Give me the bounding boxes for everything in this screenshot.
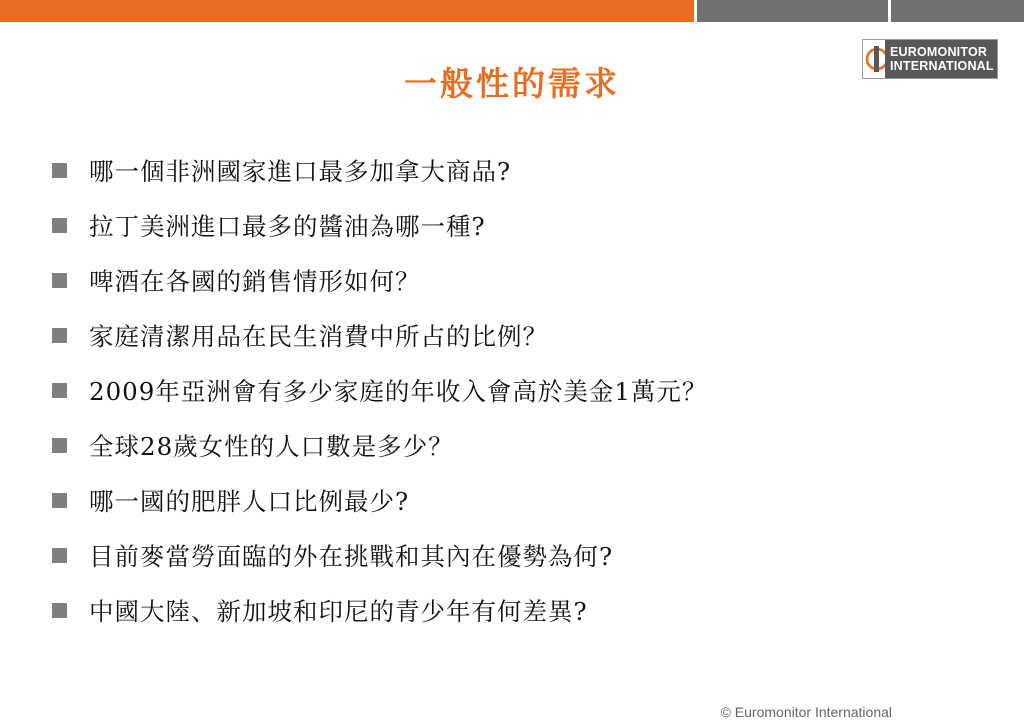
list-item-text: 全球28歲女性的人口數是多少？ [89,432,454,461]
bullet-square-icon [52,328,67,343]
bullet-square-icon [52,603,67,618]
bullet-square-icon [52,438,67,453]
list-item [52,363,707,418]
slide-title: 一般性的需求 [404,64,620,103]
list-item [52,473,707,528]
list-item [52,308,707,363]
bullet-square-icon [52,493,67,508]
bullet-square-icon [52,383,67,398]
list-item-text: 哪一個非洲國家進口最多加拿大商品? [89,157,512,186]
list-item-text: 哪一國的肥胖人口比例最少? [89,487,410,516]
list-item-text: 中國大陸、新加坡和印尼的青少年有何差異? [89,597,588,626]
top-bar-gray-segment [891,0,1024,22]
bullet-square-icon [52,548,67,563]
list-item [52,418,707,473]
list-item-text: 啤酒在各國的銷售情形如何？ [89,267,421,296]
top-color-bar [0,0,1024,22]
logo-line-1: EUROMONITOR [890,45,988,59]
list-item-text: 家庭清潔用品在民生消費中所占的比例？ [89,322,548,351]
top-bar-orange-segment [0,0,694,22]
bullet-square-icon [52,163,67,178]
list-item [52,198,707,253]
list-item [52,583,707,638]
list-item [52,143,707,198]
question-list [52,143,707,638]
bullet-square-icon [52,273,67,288]
footer-copyright: © Euromonitor International [720,704,892,720]
list-item [52,253,707,308]
list-item-text: 2009年亞洲會有多少家庭的年收入會高於美金1萬元？ [89,377,708,406]
bullet-square-icon [52,218,67,233]
top-bar-gray-segment [697,0,888,22]
list-item [52,528,707,583]
list-item-text: 目前麥當勞面臨的外在挑戰和其內在優勢為何? [89,542,614,571]
logo-line-2: INTERNATIONAL [890,59,994,73]
list-item-text: 拉丁美洲進口最多的醬油為哪一種? [89,212,486,241]
